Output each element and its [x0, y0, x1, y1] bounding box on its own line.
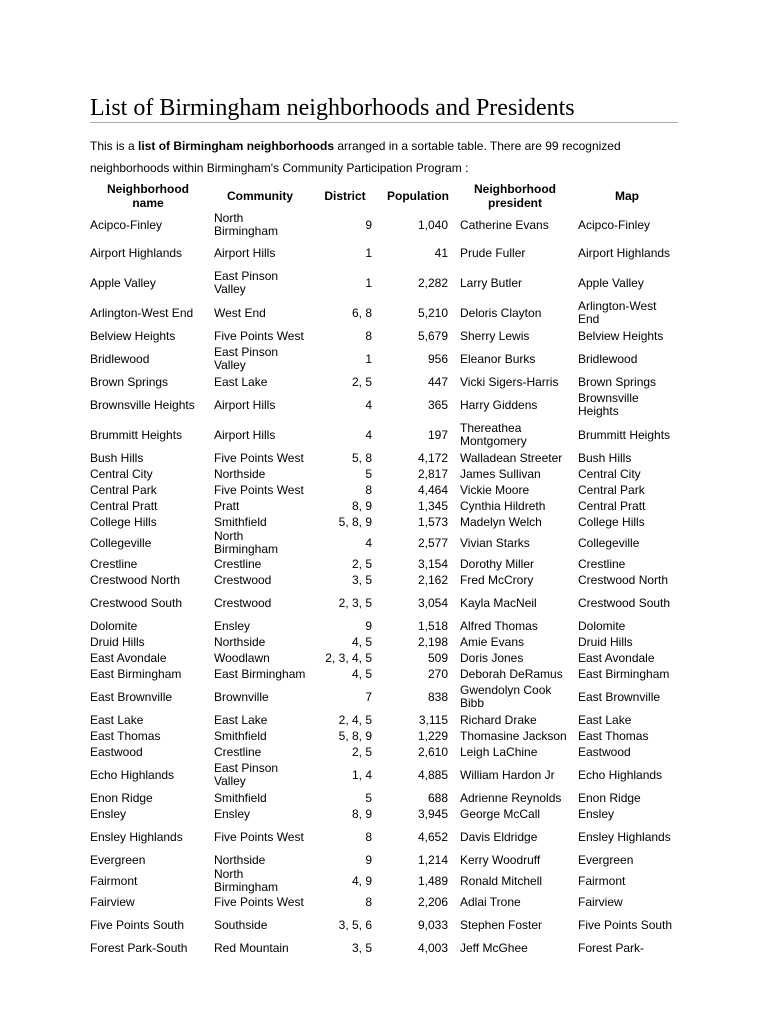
population-cell: 2,817: [417, 466, 448, 481]
district-cell: 3, 5: [351, 940, 372, 955]
neighborhood-name-cell: Brummitt Heights: [90, 427, 183, 442]
community-cell: Airport Hills: [214, 397, 276, 412]
table-row: [86, 910, 680, 940]
table-row: [86, 466, 680, 482]
table-row: [86, 238, 680, 268]
map-cell[interactable]: East Birmingham: [578, 666, 670, 681]
map-cell[interactable]: Acipco-Finley: [578, 217, 651, 232]
neighborhood-name-cell: Enon Ridge: [90, 790, 153, 805]
intro-text-end: arranged in a sortable table. There are 99 recognized neighborhoods within Birmingham's Community Participation Program :: [90, 139, 621, 175]
community-cell: East Pinson Valley: [214, 345, 279, 372]
district-cell: 5: [365, 466, 372, 481]
president-cell: Fred McCrory: [460, 572, 534, 587]
map-cell[interactable]: Brown Springs: [578, 374, 657, 389]
table-row: [86, 498, 680, 514]
table-row: [86, 572, 680, 588]
header-population[interactable]: Population: [387, 189, 449, 203]
district-cell: 2, 5: [351, 744, 372, 759]
table-row: [86, 556, 680, 572]
table-row: [86, 482, 680, 498]
district-cell: 9: [365, 217, 372, 232]
district-cell: 8: [365, 328, 372, 343]
president-cell: Kerry Woodruff: [460, 852, 541, 867]
population-cell: 3,115: [418, 712, 448, 727]
population-cell: 688: [427, 790, 448, 805]
community-cell: Northside: [214, 466, 266, 481]
population-cell: 4,003: [417, 940, 448, 955]
neighborhood-name-cell: Fairmont: [90, 873, 138, 888]
population-cell: 3,054: [417, 595, 448, 610]
community-cell: Crestwood: [214, 572, 272, 587]
community-cell: Woodlawn: [214, 650, 270, 665]
neighborhood-name-cell: Belview Heights: [90, 328, 176, 343]
community-cell: Crestwood: [214, 595, 272, 610]
map-cell[interactable]: College Hills: [578, 514, 645, 529]
president-cell: Vicki Sigers-Harris: [460, 374, 559, 389]
president-cell: Amie Evans: [460, 634, 525, 649]
intro-bold-link[interactable]: list of Birmingham neighborhoods: [138, 139, 335, 153]
map-cell[interactable]: Ensley Highlands: [578, 829, 671, 844]
table-row: [86, 712, 680, 728]
community-cell: East Lake: [214, 374, 268, 389]
district-cell: 4, 5: [351, 634, 372, 649]
district-cell: 3, 5: [351, 572, 372, 587]
community-cell: Airport Hills: [214, 245, 276, 260]
community-cell: Five Points West: [214, 450, 304, 465]
map-cell[interactable]: Crestline: [578, 556, 626, 571]
district-cell: 5, 8, 9: [338, 728, 372, 743]
community-cell: North Birmingham: [214, 211, 279, 238]
header-district[interactable]: District: [324, 189, 366, 203]
table-row: [86, 374, 680, 390]
population-cell: 4,464: [417, 482, 448, 497]
community-cell: Pratt: [214, 498, 240, 513]
president-cell: Adrienne Reynolds: [460, 790, 562, 805]
president-cell: Harry Giddens: [460, 397, 538, 412]
district-cell: 1, 4: [351, 767, 372, 782]
table-row: [86, 268, 680, 298]
population-cell: 4,652: [417, 829, 448, 844]
district-cell: 5, 8, 9: [338, 514, 372, 529]
community-cell: Five Points West: [214, 328, 304, 343]
population-cell: 270: [427, 666, 448, 681]
community-cell: Airport Hills: [214, 427, 276, 442]
map-cell[interactable]: Brummitt Heights: [578, 427, 671, 442]
population-cell: 4,172: [417, 450, 448, 465]
neighborhood-name-cell: Crestwood South: [90, 595, 183, 610]
table-row: [86, 618, 680, 634]
table-row: [86, 744, 680, 760]
population-cell: 41: [434, 245, 448, 260]
table-row: [86, 588, 680, 618]
district-cell: 9: [365, 618, 372, 633]
map-cell[interactable]: Arlington-West End: [578, 299, 657, 326]
population-cell: 1,040: [417, 217, 448, 232]
president-cell: Dorothy Miller: [460, 556, 535, 571]
community-cell: Northside: [214, 852, 266, 867]
president-cell: Gwendolyn Cook Bibb: [460, 683, 552, 710]
table-row: [86, 650, 680, 666]
neighborhoods-table: [86, 180, 680, 956]
president-cell: Thereathea Montgomery: [460, 421, 527, 448]
population-cell: 447: [427, 374, 448, 389]
map-cell[interactable]: East Lake: [578, 712, 632, 727]
neighborhood-name-cell: Central Pratt: [90, 498, 158, 513]
map-cell[interactable]: Crestwood North: [578, 572, 669, 587]
district-cell: 2, 5: [351, 374, 372, 389]
population-cell: 2,162: [417, 572, 448, 587]
president-cell: Vivian Starks: [460, 535, 530, 550]
population-cell: 5,210: [417, 305, 448, 320]
neighborhood-name-cell: Ensley: [90, 806, 127, 821]
population-cell: 1,345: [417, 498, 448, 513]
community-cell: Five Points West: [214, 829, 304, 844]
neighborhood-name-cell: Ensley Highlands: [90, 829, 183, 844]
community-cell: Ensley: [214, 618, 251, 633]
president-cell: Deborah DeRamus: [460, 666, 563, 681]
district-cell: 2, 3, 5: [338, 595, 372, 610]
population-cell: 1,518: [417, 618, 448, 633]
population-cell: 1,214: [417, 852, 448, 867]
district-cell: 7: [365, 689, 372, 704]
district-cell: 2, 4, 5: [338, 712, 372, 727]
map-cell[interactable]: Belview Heights: [578, 328, 664, 343]
community-cell: East Pinson Valley: [214, 269, 279, 296]
map-cell[interactable]: Central Park: [578, 482, 645, 497]
map-cell[interactable]: Eastwood: [578, 744, 631, 759]
district-cell: 2, 5: [351, 556, 372, 571]
table-row: [86, 450, 680, 466]
map-cell[interactable]: Crestwood South: [578, 595, 671, 610]
table-row: [86, 298, 680, 328]
president-cell: Walladean Streeter: [460, 450, 563, 465]
neighborhood-name-cell: Brown Springs: [90, 374, 169, 389]
header-community[interactable]: Community: [227, 189, 293, 203]
map-cell[interactable]: Forest Park-: [578, 940, 645, 955]
map-cell[interactable]: Central City: [578, 466, 641, 481]
map-cell[interactable]: Airport Highlands: [578, 245, 671, 260]
district-cell: 8: [365, 482, 372, 497]
district-cell: 1: [365, 351, 372, 366]
header-neighborhood-president[interactable]: Neighborhood president: [474, 182, 556, 210]
president-cell: Prude Fuller: [460, 245, 526, 260]
community-cell: Five Points West: [214, 894, 304, 909]
population-cell: 1,229: [417, 728, 448, 743]
neighborhood-name-cell: Evergreen: [90, 852, 146, 867]
neighborhood-name-cell: Central City: [90, 466, 153, 481]
president-cell: Richard Drake: [460, 712, 537, 727]
district-cell: 6, 8: [351, 305, 372, 320]
population-cell: 2,577: [417, 535, 448, 550]
district-cell: 9: [365, 852, 372, 867]
district-cell: 4, 5: [351, 666, 372, 681]
table-row: [86, 760, 680, 790]
map-cell[interactable]: Bridlewood: [578, 351, 638, 366]
district-cell: 8, 9: [351, 498, 372, 513]
population-cell: 2,282: [417, 275, 448, 290]
map-cell[interactable]: Echo Highlands: [578, 767, 663, 782]
map-cell[interactable]: Apple Valley: [578, 275, 644, 290]
map-cell[interactable]: Fairmont: [578, 873, 626, 888]
table-row: [86, 530, 680, 556]
president-cell: George McCall: [460, 806, 541, 821]
neighborhood-name-cell: Bridlewood: [90, 351, 150, 366]
population-cell: 3,945: [417, 806, 448, 821]
map-cell[interactable]: East Avondale: [578, 650, 655, 665]
president-cell: Stephen Foster: [460, 917, 543, 932]
neighborhood-name-cell: Five Points South: [90, 917, 185, 932]
president-cell: James Sullivan: [460, 466, 541, 481]
neighborhood-name-cell: Bush Hills: [90, 450, 144, 465]
president-cell: Madelyn Welch: [460, 514, 542, 529]
title-divider: [90, 122, 678, 123]
president-cell: Davis Eldridge: [460, 829, 538, 844]
table-row: [86, 852, 680, 868]
population-cell: 2,610: [417, 744, 448, 759]
map-cell[interactable]: East Brownville: [578, 689, 661, 704]
map-cell[interactable]: Bush Hills: [578, 450, 632, 465]
population-cell: 2,198: [417, 634, 448, 649]
district-cell: 4: [365, 397, 372, 412]
population-cell: 197: [427, 427, 448, 442]
neighborhood-name-cell: East Lake: [90, 712, 144, 727]
page-title: List of Birmingham neighborhoods and Presidents: [90, 95, 575, 121]
map-cell[interactable]: Evergreen: [578, 852, 634, 867]
district-cell: 5, 8: [351, 450, 372, 465]
neighborhood-name-cell: Arlington-West End: [90, 305, 194, 320]
table-row: [86, 212, 680, 238]
table-row: [86, 682, 680, 712]
map-cell[interactable]: Collegeville: [578, 535, 640, 550]
table-row: [86, 634, 680, 650]
table-row: [86, 328, 680, 344]
district-cell: 5: [365, 790, 372, 805]
president-cell: Thomasine Jackson: [460, 728, 567, 743]
president-cell: Adlai Trone: [460, 894, 521, 909]
neighborhood-name-cell: Acipco-Finley: [90, 217, 163, 232]
community-cell: Five Points West: [214, 482, 304, 497]
neighborhood-name-cell: Apple Valley: [90, 275, 156, 290]
map-cell[interactable]: Fairview: [578, 894, 623, 909]
map-cell[interactable]: Druid Hills: [578, 634, 633, 649]
president-cell: Deloris Clayton: [460, 305, 542, 320]
population-cell: 365: [427, 397, 448, 412]
intro-paragraph: [90, 135, 690, 179]
neighborhood-name-cell: East Avondale: [90, 650, 167, 665]
community-cell: Smithfield: [214, 514, 267, 529]
district-cell: 8: [365, 829, 372, 844]
neighborhood-name-cell: Eastwood: [90, 744, 143, 759]
table-row: [86, 728, 680, 744]
neighborhood-name-cell: Crestline: [90, 556, 138, 571]
neighborhood-name-cell: Druid Hills: [90, 634, 145, 649]
table-row: [86, 806, 680, 822]
table-header-row: [86, 180, 680, 212]
table-row: [86, 420, 680, 450]
neighborhood-name-cell: Echo Highlands: [90, 767, 175, 782]
neighborhood-name-cell: College Hills: [90, 514, 157, 529]
table-row: [86, 790, 680, 806]
community-cell: Southside: [214, 917, 268, 932]
header-map[interactable]: Map: [615, 189, 639, 203]
population-cell: 956: [427, 351, 448, 366]
neighborhood-name-cell: East Thomas: [90, 728, 161, 743]
map-cell[interactable]: Central Pratt: [578, 498, 646, 513]
president-cell: Vickie Moore: [460, 482, 530, 497]
community-cell: Red Mountain: [214, 940, 289, 955]
neighborhood-name-cell: Dolomite: [90, 618, 138, 633]
population-cell: 838: [427, 689, 448, 704]
district-cell: 4: [365, 427, 372, 442]
table-row: [86, 666, 680, 682]
neighborhood-name-cell: Collegeville: [90, 535, 152, 550]
community-cell: Smithfield: [214, 790, 267, 805]
district-cell: 8, 9: [351, 806, 372, 821]
map-cell[interactable]: East Thomas: [578, 728, 649, 743]
president-cell: Sherry Lewis: [460, 328, 530, 343]
intro-text-start: This is a: [90, 139, 139, 153]
table-row: [86, 894, 680, 910]
community-cell: Northside: [214, 634, 266, 649]
neighborhood-name-cell: Central Park: [90, 482, 157, 497]
map-cell[interactable]: Dolomite: [578, 618, 626, 633]
president-cell: William Hardon Jr: [460, 767, 555, 782]
community-cell: West End: [214, 305, 266, 320]
population-cell: 509: [427, 650, 448, 665]
map-cell[interactable]: Five Points South: [578, 917, 673, 932]
map-cell[interactable]: Ensley: [578, 806, 615, 821]
table-row: [86, 514, 680, 530]
neighborhood-name-cell: East Brownville: [90, 689, 173, 704]
community-cell: Smithfield: [214, 728, 267, 743]
community-cell: Crestline: [214, 744, 262, 759]
district-cell: 4: [365, 535, 372, 550]
table-row: [86, 390, 680, 420]
map-cell[interactable]: Brownsville Heights: [578, 391, 639, 418]
map-cell[interactable]: Enon Ridge: [578, 790, 641, 805]
district-cell: 4, 9: [351, 873, 372, 888]
neighborhood-name-cell: Airport Highlands: [90, 245, 183, 260]
president-cell: Eleanor Burks: [460, 351, 536, 366]
population-cell: 3,154: [417, 556, 448, 571]
district-cell: 1: [365, 275, 372, 290]
header-neighborhood-name[interactable]: Neighborhood name: [107, 182, 189, 210]
table-row: [86, 344, 680, 374]
neighborhood-name-cell: Forest Park-South: [90, 940, 188, 955]
community-cell: East Lake: [214, 712, 268, 727]
table-row: [86, 940, 680, 956]
president-cell: Alfred Thomas: [460, 618, 538, 633]
community-cell: North Birmingham: [214, 867, 279, 894]
president-cell: Larry Butler: [460, 275, 523, 290]
community-cell: Ensley: [214, 806, 251, 821]
community-cell: Brownville: [214, 689, 269, 704]
population-cell: 5,679: [417, 328, 448, 343]
district-cell: 3, 5, 6: [338, 917, 372, 932]
neighborhood-name-cell: Brownsville Heights: [90, 397, 195, 412]
community-cell: East Birmingham: [214, 666, 306, 681]
district-cell: 8: [365, 894, 372, 909]
neighborhood-name-cell: Crestwood North: [90, 572, 181, 587]
population-cell: 1,573: [417, 514, 448, 529]
community-cell: East Pinson Valley: [214, 761, 279, 788]
population-cell: 9,033: [417, 917, 448, 932]
president-cell: Ronald Mitchell: [460, 873, 543, 888]
table-body: [86, 212, 680, 956]
population-cell: 1,489: [417, 873, 448, 888]
neighborhood-name-cell: East Birmingham: [90, 666, 182, 681]
table-row: [86, 822, 680, 852]
president-cell: Doris Jones: [460, 650, 524, 665]
population-cell: 4,885: [417, 767, 448, 782]
community-cell: North Birmingham: [214, 529, 279, 556]
president-cell: Leigh LaChine: [460, 744, 538, 759]
neighborhood-name-cell: Fairview: [90, 894, 135, 909]
president-cell: Jeff McGhee: [460, 940, 528, 955]
district-cell: 2, 3, 4, 5: [325, 650, 372, 665]
president-cell: Catherine Evans: [460, 217, 549, 232]
district-cell: 1: [365, 245, 372, 260]
table-row: [86, 868, 680, 894]
president-cell: Kayla MacNeil: [460, 595, 537, 610]
population-cell: 2,206: [417, 894, 448, 909]
community-cell: Crestline: [214, 556, 262, 571]
president-cell: Cynthia Hildreth: [460, 498, 546, 513]
